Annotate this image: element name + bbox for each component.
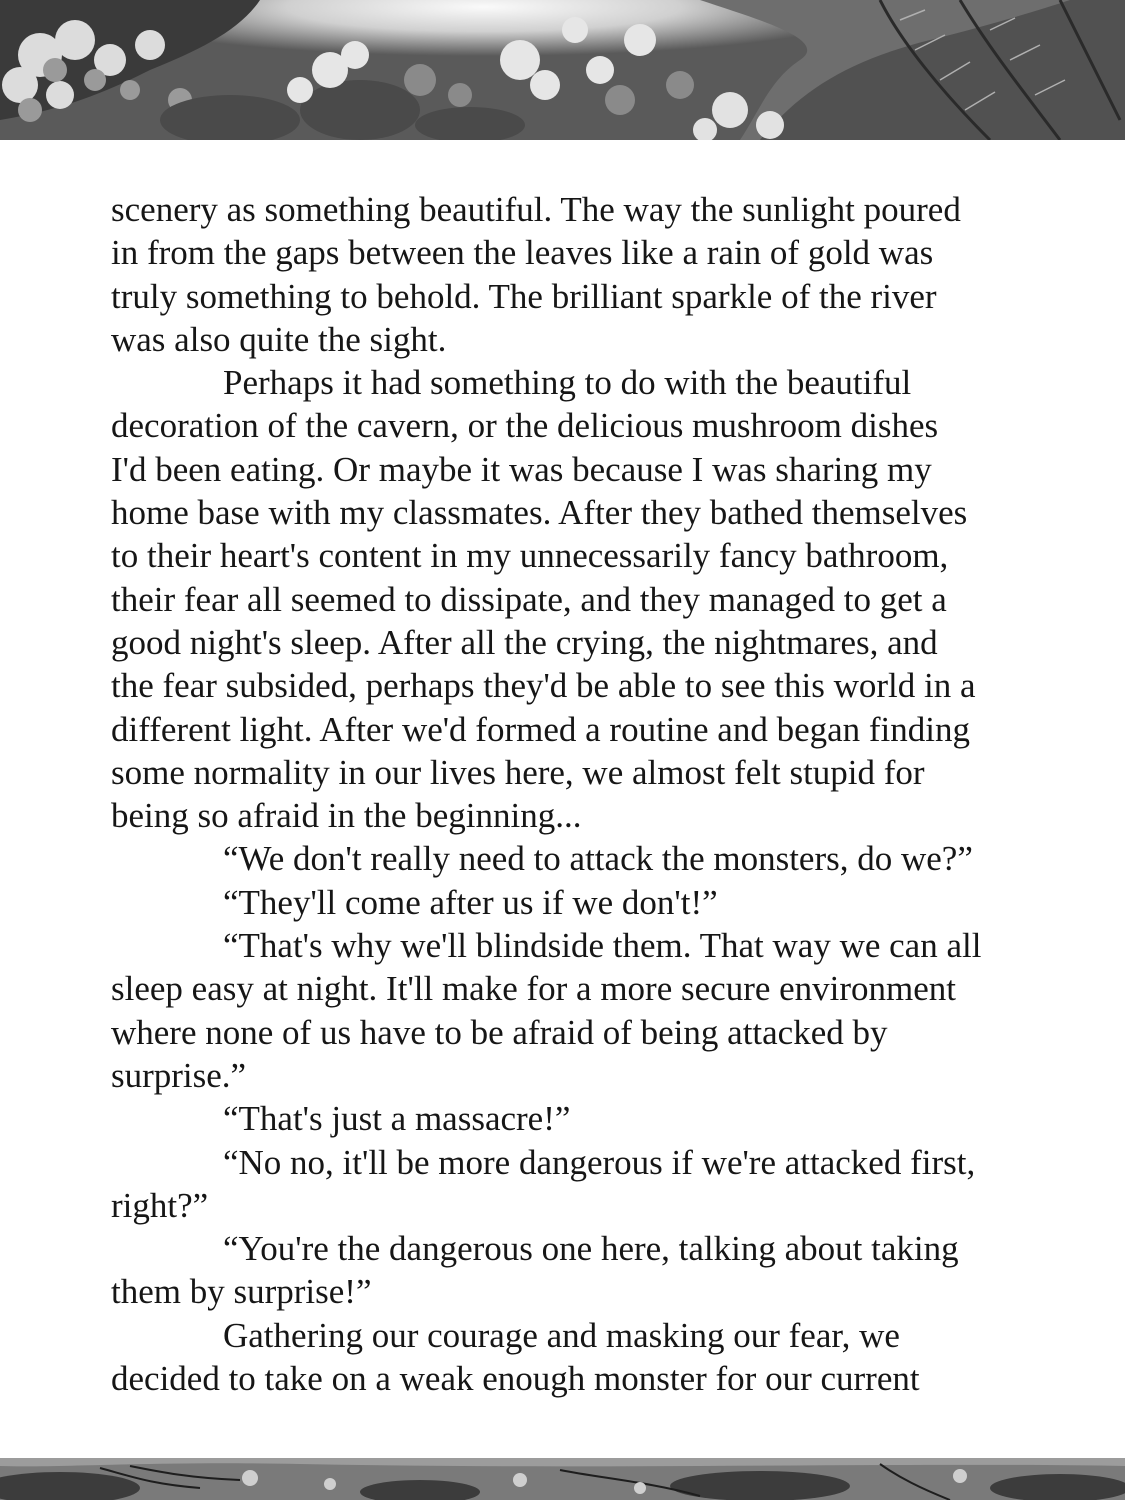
text-line: Gathering our courage and masking our fear, we	[223, 1315, 900, 1355]
text-line: different light. After we'd formed a routine and began finding	[111, 709, 971, 749]
text-line: where none of us have to be afraid of being attacked by	[111, 1012, 888, 1052]
text-line: Perhaps it had something to do with the beautiful	[223, 363, 912, 403]
text-line: good night's sleep. After all the crying, the nightmares, and	[111, 622, 938, 662]
text-line: “We don't really need to attack the monsters, do we?”	[223, 839, 973, 879]
text-line: sleep easy at night. It'll make for a more secure environment	[111, 969, 957, 1009]
forest-canopy-art	[0, 0, 1125, 140]
text-line: some normality in our lives here, we almost felt stupid for	[111, 752, 925, 792]
text-line: being so afraid in the beginning...	[111, 796, 582, 836]
forest-floor-art	[0, 1458, 1125, 1500]
text-line: “That's why we'll blindside them. That way we can all	[223, 926, 982, 966]
text-line: to their heart's content in my unnecessarily fancy bathroom,	[111, 536, 949, 576]
forest-canopy-illustration	[0, 0, 1125, 140]
text-line: them by surprise!”	[111, 1272, 372, 1312]
text-line: “You're the dangerous one here, talking about taking	[223, 1229, 959, 1269]
text-line: in from the gaps between the leaves like a rain of gold was	[111, 233, 934, 273]
text-line: decided to take on a weak enough monster for our current	[111, 1359, 920, 1399]
text-line: decoration of the cavern, or the delicious mushroom dishes	[111, 406, 939, 446]
forest-floor-illustration	[0, 1458, 1125, 1500]
page-text	[111, 188, 1071, 1400]
text-line: scenery as something beautiful. The way the sunlight poured	[111, 190, 961, 229]
text-line: was also quite the sight.	[111, 319, 447, 359]
text-line: their fear all seemed to dissipate, and they managed to get a	[111, 579, 947, 619]
text-line: I'd been eating. Or maybe it was because I was sharing my	[111, 449, 932, 489]
text-line: right?”	[111, 1185, 209, 1225]
text-line: home base with my classmates. After they bathed themselves	[111, 493, 968, 533]
text-line: truly something to behold. The brilliant sparkle of the river	[111, 276, 937, 316]
text-line: “They'll come after us if we don't!”	[223, 882, 718, 922]
text-line: “That's just a massacre!”	[223, 1099, 571, 1139]
text-line: surprise.”	[111, 1055, 247, 1095]
text-line: “No no, it'll be more dangerous if we're attacked first,	[223, 1142, 976, 1182]
text-line: the fear subsided, perhaps they'd be able to see this world in a	[111, 666, 976, 706]
